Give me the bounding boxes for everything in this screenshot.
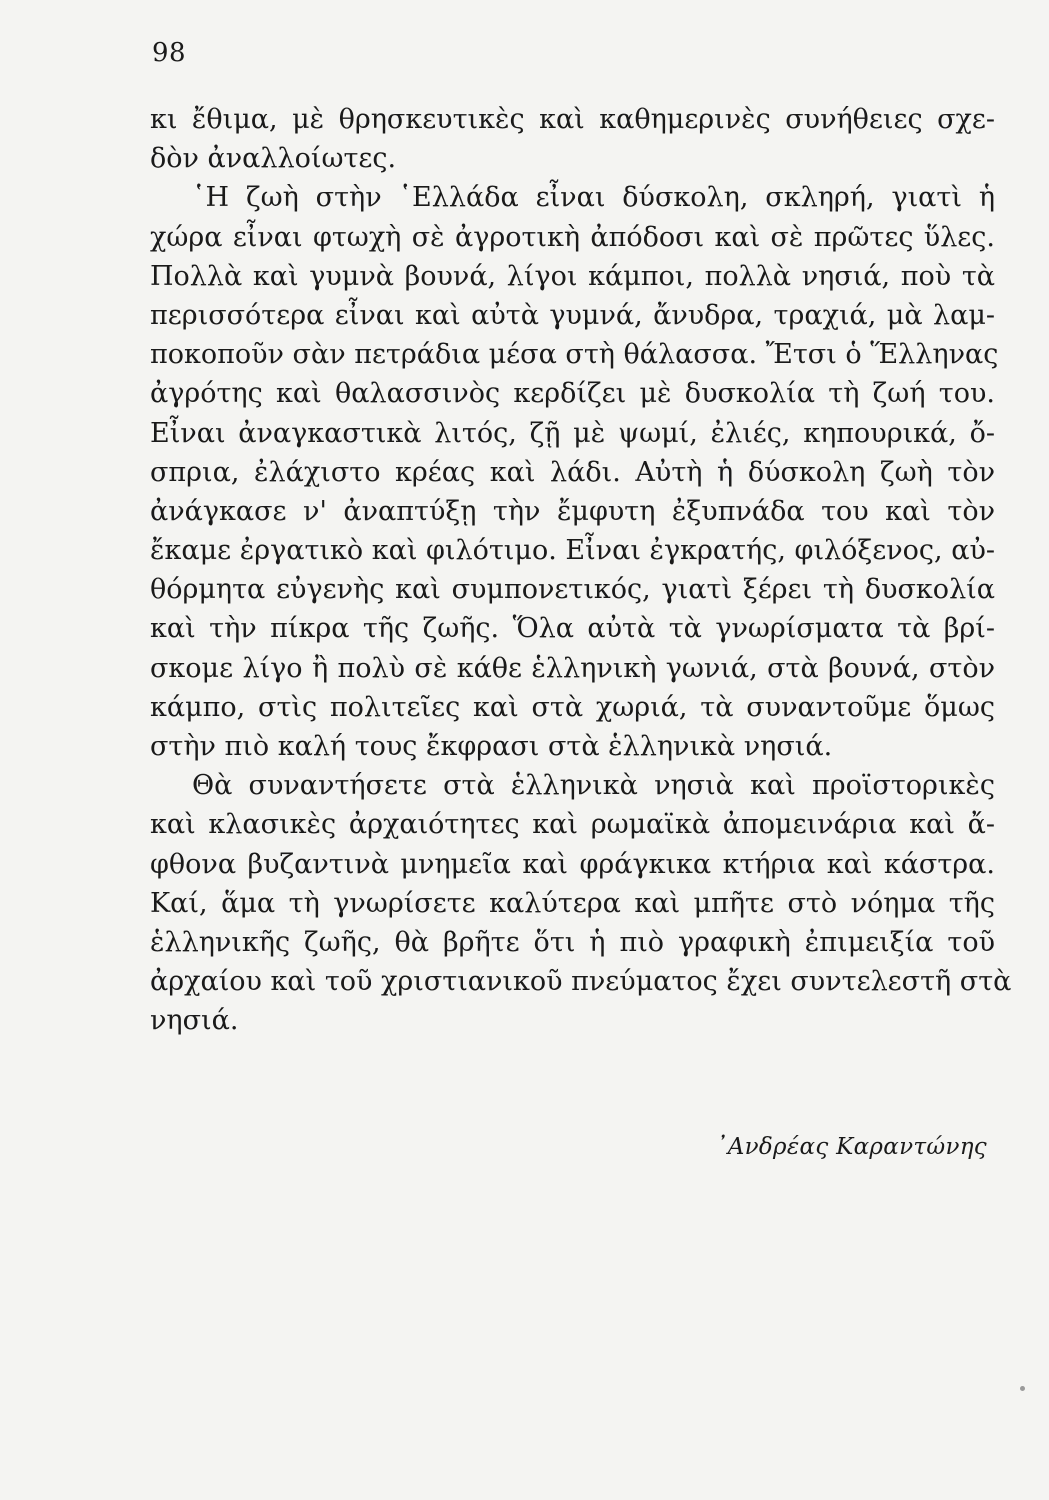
text-line: Θὰ συναντήσετε στὰ ἑλληνικὰ νησιὰ καὶ προϊστορικὲς — [192, 770, 995, 802]
text-line: νησιά. — [150, 1005, 239, 1037]
text-line: ἀρχαίου καὶ τοῦ χριστιανικοῦ πνεύματος ἔχει συντελεστῆ στὰ — [150, 966, 1012, 998]
text-line: χώρα εἶναι φτωχὴ σὲ ἀγροτικὴ ἀπόδοσι καὶ σὲ πρῶτες ὕλες. — [150, 221, 995, 253]
paragraph-1 — [150, 100, 995, 178]
text-line: σκομε λίγο ἢ πολὺ σὲ κάθε ἑλληνικὴ γωνιά, στὰ βουνά, στὸν — [150, 652, 995, 684]
text-line: ποκοποῦν σὰν πετράδια μέσα στὴ θάλασσα. Ἔτσι ὁ Ἕλληνας — [150, 339, 999, 371]
text-line: σπρια, ἐλάχιστο κρέας καὶ λάδι. Αὐτὴ ἡ δύσκολη ζωὴ τὸν — [150, 456, 995, 488]
paragraph-3 — [150, 766, 1012, 1040]
text-line: κάμπο, στὶς πολιτεῖες καὶ στὰ χωριά, τὰ συναντοῦμε ὅμως — [150, 691, 995, 723]
text-line: φθονα βυζαντινὰ μνημεῖα καὶ φράγκικα κτήρια καὶ κάστρα. — [150, 848, 995, 880]
text-line: καὶ τὴν πίκρα τῆς ζωῆς. Ὅλα αὐτὰ τὰ γνωρίσματα τὰ βρί- — [150, 613, 995, 645]
paper-speck — [1020, 1386, 1025, 1391]
text-line: κι ἔθιμα, μὲ θρησκευτικὲς καὶ καθημερινὲς συνήθειες σχε- — [150, 104, 995, 135]
page-number: 98 — [152, 38, 187, 68]
text-line: θόρμητα εὐγενὴς καὶ συμπονετικός, γιατὶ ξέρει τὴ δυσκολία — [150, 574, 995, 606]
text-line: δὸν ἀναλλοίωτες. — [150, 143, 397, 175]
paragraph-2 — [150, 178, 999, 766]
text-line: στὴν πιὸ καλή τους ἔκφρασι στὰ ἑλληνικὰ νησιά. — [150, 731, 833, 762]
text-line: Πολλὰ καὶ γυμνὰ βουνά, λίγοι κάμποι, πολλὰ νησιά, ποὺ τὰ — [150, 260, 995, 292]
text-line: ῾Η ζωὴ στὴν ῾Ελλάδα εἶναι δύσκολη, σκληρή, γιατὶ ἡ — [192, 182, 995, 214]
text-line: Εἶναι ἀναγκαστικὰ λιτός, ζῇ μὲ ψωμί, ἐλιές, κηπουρικά, ὄ- — [150, 417, 995, 449]
text-line: Καί, ἅμα τὴ γνωρίσετε καλύτερα καὶ μπῆτε στὸ νόημα τῆς — [150, 887, 995, 919]
text-line: ἀνάγκασε ν' ἀναπτύξῃ τὴν ἔμφυτη ἐξυπνάδα του καὶ τὸν — [150, 495, 995, 527]
text-line: ἔκαμε ἐργατικὸ καὶ φιλότιμο. Εἶναι ἐγκρατής, φιλόξενος, αὐ- — [150, 535, 995, 567]
author-signature: ᾿Ανδρέας Καραντώνης — [715, 1134, 987, 1160]
text-line: ἑλληνικῆς ζωῆς, θὰ βρῆτε ὅτι ἡ πιὸ γραφικὴ ἐπιμειξία τοῦ — [150, 926, 995, 958]
text-line: ἀγρότης καὶ θαλασσινὸς κερδίζει μὲ δυσκολία τὴ ζωή του. — [150, 378, 995, 410]
body-text — [150, 100, 1012, 1041]
text-line: περισσότερα εἶναι καὶ αὐτὰ γυμνά, ἄνυδρα, τραχιά, μὰ λαμ- — [150, 299, 995, 331]
text-line: καὶ κλασικὲς ἀρχαιότητες καὶ ρωμαϊκὰ ἀπομεινάρια καὶ ἄ- — [150, 809, 995, 841]
